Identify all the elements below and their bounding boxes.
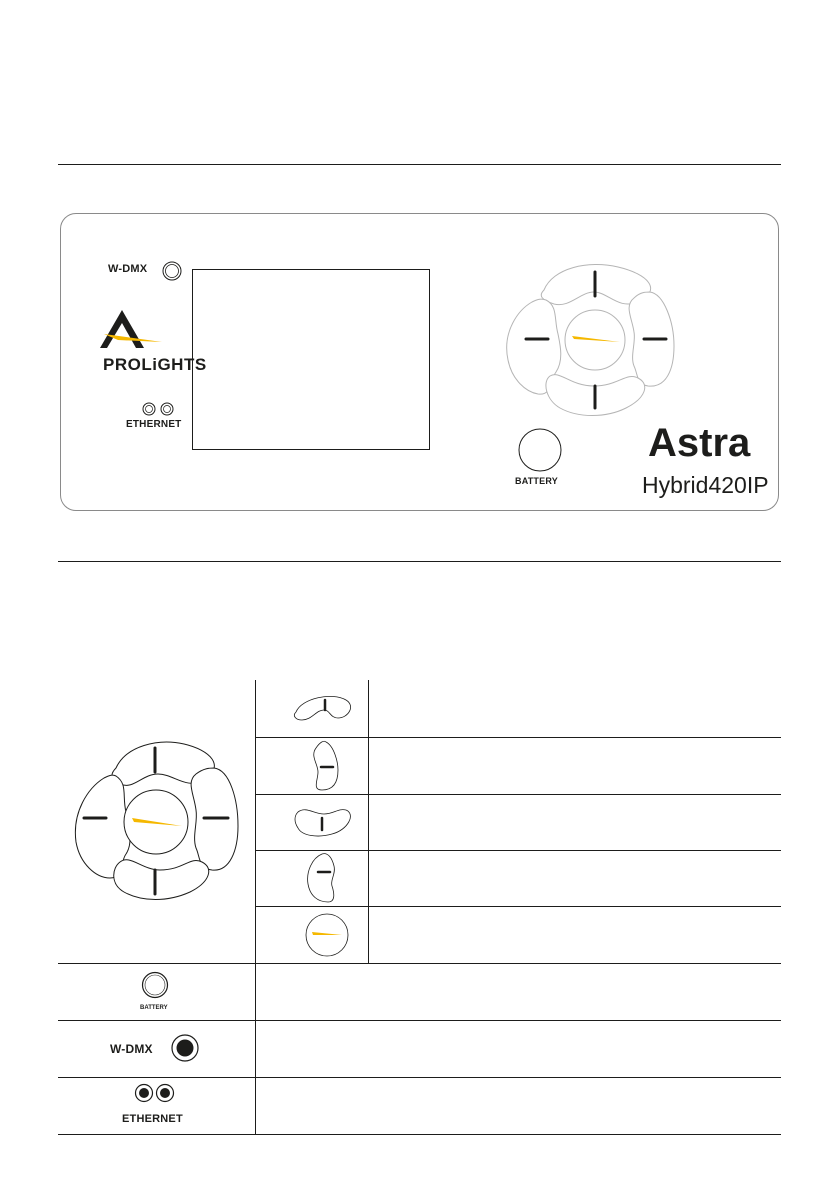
- down-key-icon: [292, 806, 356, 838]
- battery-button-icon[interactable]: [516, 428, 564, 474]
- ethernet-label-table: ETHERNET: [122, 1113, 183, 1125]
- prolights-brand: PROLiGHTS: [103, 355, 207, 374]
- keypad-diagram-icon: [68, 738, 248, 908]
- table-row-divider: [58, 963, 781, 964]
- table-column-divider: [255, 680, 256, 1134]
- battery-label: BATTERY: [515, 476, 558, 486]
- ethernet-label: ETHERNET: [126, 419, 182, 430]
- lcd-display: [192, 269, 430, 450]
- table-row-divider: [255, 906, 781, 907]
- section-divider: [58, 561, 781, 562]
- wdmx-label-table: W-DMX: [110, 1042, 153, 1056]
- ethernet-leds-icon: [142, 402, 176, 418]
- left-key-icon: [304, 852, 344, 904]
- battery-label-small: BATTERY: [140, 1005, 168, 1011]
- wdmx-label: W-DMX: [108, 263, 148, 275]
- table-row-divider: [58, 1077, 781, 1078]
- product-model: Hybrid420IP: [642, 472, 769, 498]
- table-row-divider: [255, 850, 781, 851]
- prolights-logo-icon: [96, 310, 166, 358]
- wdmx-led-icon: [171, 1034, 201, 1064]
- table-row-divider: [255, 794, 781, 795]
- battery-button-icon: [141, 971, 171, 1001]
- enter-key-icon: [302, 910, 352, 960]
- right-key-icon: [304, 740, 344, 792]
- table-row-divider: [58, 1020, 781, 1021]
- ethernet-leds-icon: [134, 1083, 178, 1105]
- table-row-divider: [255, 737, 781, 738]
- wdmx-led-icon: [162, 261, 184, 283]
- navigation-keypad-icon[interactable]: [498, 262, 698, 422]
- top-divider: [58, 164, 781, 165]
- astra-brand: Astra: [648, 421, 751, 465]
- table-row-divider: [58, 1134, 781, 1135]
- up-key-icon: [292, 694, 356, 724]
- table-subcolumn-divider: [368, 680, 369, 963]
